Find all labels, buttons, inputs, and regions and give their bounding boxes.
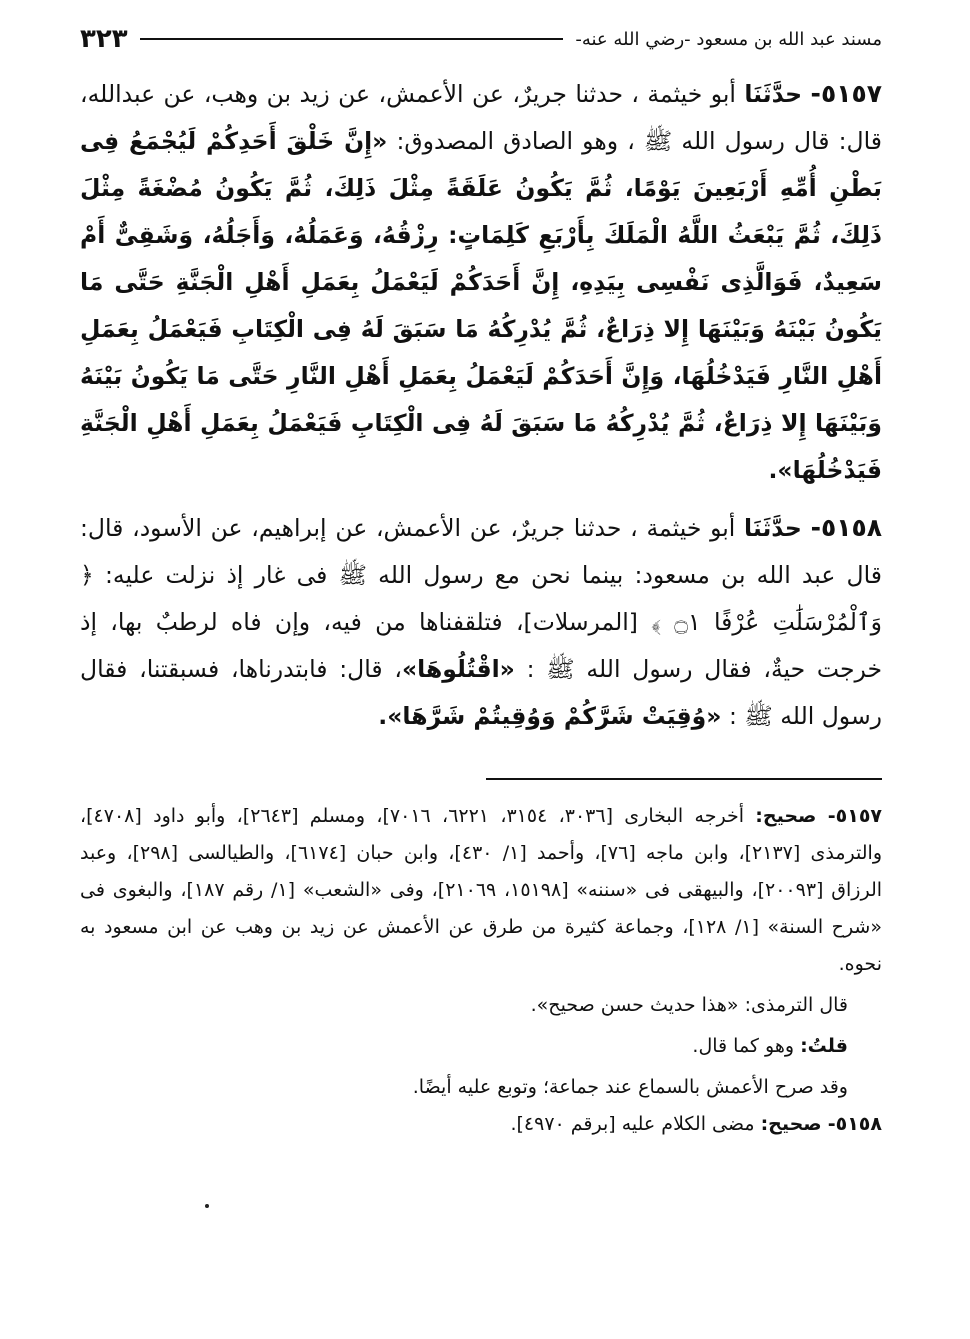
hadith-matn: «اقْتُلُوهَا» xyxy=(402,655,515,683)
qultu-label: قلتُ: xyxy=(800,1035,848,1057)
hadith-number: ٥١٥٨- xyxy=(810,513,882,542)
footnote-number: ٥١٥٧- xyxy=(827,805,883,827)
hadith-number: ٥١٥٧- xyxy=(810,79,882,108)
hadith-matn: «إِنَّ خَلْقَ أَحَدِكُمْ لَيُجْمَعُ فِى بَطْنِ أُمِّهِ أَرْبَعِينَ يَوْمًا، ثُمَّ يَكُونُ عَلَقَةً مِثْلَ ذَلِكَ، ثُمَّ يَكُونُ مُضْغَةً مِثْلَ ذَلِكَ، ثُمَّ يَبْعَثُ اللَّهُ الْمَلَكَ بِأَرْبَعِ كَلِمَاتٍ: رِزْقُهُ، وَعَمَلُهُ، وَأَجَلُهُ، وَشَقِىٌّ أَمْ سَعِيدٌ، فَوَالَّذِى نَفْسِى بِيَدِهِ، إِنَّ أَحَدَكُمْ لَيَعْمَلُ بِعَمَلِ أَهْلِ الْجَنَّةِ حَتَّى مَا يَكُونُ بَيْنَهُ وَبَيْنَهَا إِلا ذِرَاعٌ، ثُمَّ يُدْرِكُهُ مَا سَبَقَ لَهُ فِى الْكِتَابِ فَيَعْمَلُ بِعَمَلِ أَهْلِ النَّارِ فَيَدْخُلُهَا، وَإِنَّ أَحَدَكُمْ لَيَعْمَلُ بِعَمَلِ أَهْلِ النَّارِ حَتَّى مَا يَكُونُ بَيْنَهُ وَبَيْنَهَا إِلا ذِرَاعٌ، ثُمَّ يُدْرِكُهُ مَا سَبَقَ لَهُ فِى الْكِتَابِ فَيَعْمَلُ بِعَمَلِ أَهْلِ الْجَنَّةِ فَيَدْخُلُهَا». xyxy=(80,127,882,484)
footnote-number: ٥١٥٨- xyxy=(827,1113,882,1135)
footnote-divider xyxy=(486,778,882,780)
hadith-matn-2: «وُقِيَتْ شَرَّكُمْ وَوُقِيتُمْ شَرَّهَا». xyxy=(378,702,722,730)
hadith-5158 xyxy=(80,504,882,740)
footnote-5158 xyxy=(80,1106,882,1143)
hadith-5157 xyxy=(80,70,882,494)
footnote-grade: صحيح: xyxy=(760,1113,822,1135)
hadith-isnad: أبو خيثمة ، حدثنا جريرٌ، عن الأعمش، عن زيد بن وهب، عن عبدالله، قال: قال رسول الله ﷺ ، وهو الصادق المصدوق: xyxy=(80,80,882,155)
hadith-opening: حدَّثَنَا xyxy=(744,514,802,542)
stray-ink-dot xyxy=(205,1204,209,1208)
hadith-opening: حدَّثَنَا xyxy=(744,80,803,108)
footnote-grade: صحيح: xyxy=(755,805,817,827)
footnote-qultu xyxy=(80,1028,882,1065)
footnote-text: مضى الكلام عليه [برقم ٤٩٧٠]. xyxy=(510,1113,755,1135)
page-number: ٣٢٣ xyxy=(80,24,128,54)
footnotes xyxy=(80,798,882,1143)
hadith-trail: ، قال: فابتدرناها، فسبقتنا، فقال رسول الله ﷺ : xyxy=(80,655,882,730)
footnote-text: أخرجه البخارى [٣٠٣٦، ٣١٥٤، ٦٢٢١، ٧٠١٦]، ومسلم [٢٦٤٣]، وأبو داود [٤٧٠٨]، والترمذى [٢١٣٧]، وابن ماجه [٧٦]، وأحمد [١/ ٤٣٠]، وابن حبان [٦١٧٤]، والطيالسى [٢٩٨]، وعبد الرزاق [٢٠٠٩٣]، والبيهقى فى «سننه» [١٥١٩٨، ٢١٠٦٩]، وفى «الشعب» [١/ رقم ١٨٧]، والبغوى فى «شرح السنة» [١/ ١٢٨]، وجماعة كثيرة من طرق عن الأعمش عن زيد بن وهب عن ابن مسعود به نحوه. xyxy=(80,805,883,975)
footnote-note: وقد صرح الأعمش بالسماع عند جماعة؛ وتوبع عليه أيضًا. xyxy=(412,1076,848,1098)
running-header xyxy=(80,22,882,56)
header-title: مسند عبد الله بن مسعود -رضي الله عنه- xyxy=(575,28,882,50)
footnote-5157 xyxy=(80,798,882,983)
hadith-isnad: أبو خيثمة ، حدثنا جريرٌ، عن الأعمش، عن إبراهيم، عن الأسود، قال: قال عبد الله بن مسعود: بينما نحن مع رسول الله ﷺ فى غار إذ نزلت عليه: ﴿ وَٱلْمُرْسَلَٰتِ عُرْفًا ۝١ ﴾ [المرسلات]، فتلقفناها من فيه، وإن فاه لرطبٌ بها، إذ خرجت حيةٌ، فقال رسول الله ﷺ : xyxy=(80,514,883,683)
footnote-tirmidhi: قال الترمذى: «هذا حديث حسن صحيح». xyxy=(530,994,848,1016)
header-rule xyxy=(140,38,564,40)
main-text xyxy=(80,70,882,740)
qultu-text: وهو كما قال. xyxy=(692,1035,795,1057)
